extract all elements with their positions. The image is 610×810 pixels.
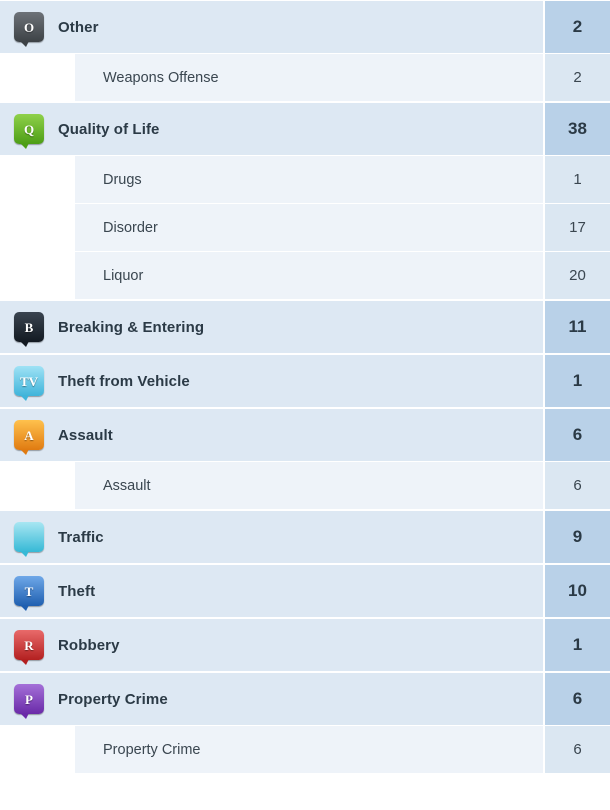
row-indent-spacer xyxy=(0,462,75,509)
table-row-category[interactable] xyxy=(0,510,610,563)
icon-glyph: T xyxy=(24,583,34,599)
icon-glyph: Q xyxy=(23,121,35,137)
row-indent-spacer xyxy=(0,54,75,101)
row-indent-spacer xyxy=(0,156,75,203)
sub-label: Liquor xyxy=(103,267,144,284)
sub-label-cell[interactable] xyxy=(75,204,543,251)
row-indent-spacer xyxy=(0,204,75,251)
table-row-category[interactable] xyxy=(0,102,610,155)
quality-of-life-icon xyxy=(14,114,44,144)
row-indent-spacer xyxy=(0,252,75,299)
icon-glyph: TV xyxy=(19,373,39,389)
icon-glyph: P xyxy=(25,691,33,707)
row-indent-spacer xyxy=(0,726,75,773)
table-row-category[interactable] xyxy=(0,300,610,353)
category-count: 6 xyxy=(545,672,610,725)
sub-count: 17 xyxy=(545,204,610,251)
table-row-sub[interactable] xyxy=(0,252,610,299)
category-label-cell[interactable] xyxy=(0,0,543,53)
category-count: 1 xyxy=(545,618,610,671)
category-count: 9 xyxy=(545,510,610,563)
sub-label: Weapons Offense xyxy=(103,69,219,86)
category-label-cell[interactable] xyxy=(0,510,543,563)
sub-label-cell[interactable] xyxy=(75,252,543,299)
breaking-entering-icon xyxy=(14,312,44,342)
table-row-sub[interactable] xyxy=(0,462,610,509)
category-label-cell[interactable] xyxy=(0,300,543,353)
sub-label-cell[interactable] xyxy=(75,462,543,509)
sub-label: Property Crime xyxy=(103,741,201,758)
sub-count: 20 xyxy=(545,252,610,299)
icon-glyph: O xyxy=(23,19,35,35)
category-label-cell[interactable] xyxy=(0,354,543,407)
sub-label: Assault xyxy=(103,477,151,494)
icon-glyph: B xyxy=(24,319,34,335)
category-label: Traffic xyxy=(58,528,104,546)
category-count: 11 xyxy=(545,300,610,353)
category-label: Robbery xyxy=(58,636,120,654)
sub-label: Disorder xyxy=(103,219,158,236)
category-label: Theft from Vehicle xyxy=(58,372,190,390)
category-count: 2 xyxy=(545,0,610,53)
category-label-cell[interactable] xyxy=(0,564,543,617)
icon-glyph: A xyxy=(24,427,34,443)
table-row-category[interactable] xyxy=(0,354,610,407)
category-label: Theft xyxy=(58,582,96,600)
sub-count: 1 xyxy=(545,156,610,203)
table-row-sub[interactable] xyxy=(0,156,610,203)
category-count: 10 xyxy=(545,564,610,617)
category-count: 1 xyxy=(545,354,610,407)
category-count: 38 xyxy=(545,102,610,155)
category-label: Quality of Life xyxy=(58,120,160,138)
table-row-sub[interactable] xyxy=(0,54,610,101)
table-row-sub[interactable] xyxy=(0,204,610,251)
assault-icon xyxy=(14,420,44,450)
other-icon xyxy=(14,12,44,42)
category-label-cell[interactable] xyxy=(0,618,543,671)
category-label-cell[interactable] xyxy=(0,672,543,725)
icon-glyph: R xyxy=(24,637,34,653)
table-row-sub[interactable] xyxy=(0,726,610,773)
category-label-cell[interactable] xyxy=(0,408,543,461)
category-count: 6 xyxy=(545,408,610,461)
sub-label: Drugs xyxy=(103,171,142,188)
table-row-category[interactable] xyxy=(0,618,610,671)
sub-count: 6 xyxy=(545,726,610,773)
category-label: Other xyxy=(58,18,99,36)
sub-label-cell[interactable] xyxy=(75,726,543,773)
theft-from-vehicle-icon xyxy=(14,366,44,396)
table-row-category[interactable] xyxy=(0,564,610,617)
robbery-icon xyxy=(14,630,44,660)
sub-label-cell[interactable] xyxy=(75,156,543,203)
property-crime-icon xyxy=(14,684,44,714)
table-row-category[interactable] xyxy=(0,0,610,53)
theft-icon xyxy=(14,576,44,606)
traffic-icon xyxy=(14,522,44,552)
category-label-cell[interactable] xyxy=(0,102,543,155)
sub-label-cell[interactable] xyxy=(75,54,543,101)
sub-count: 6 xyxy=(545,462,610,509)
table-row-category[interactable] xyxy=(0,672,610,725)
sub-count: 2 xyxy=(545,54,610,101)
table-row-category[interactable] xyxy=(0,408,610,461)
category-label: Assault xyxy=(58,426,113,444)
category-label: Breaking & Entering xyxy=(58,318,205,336)
category-label: Property Crime xyxy=(58,690,168,708)
